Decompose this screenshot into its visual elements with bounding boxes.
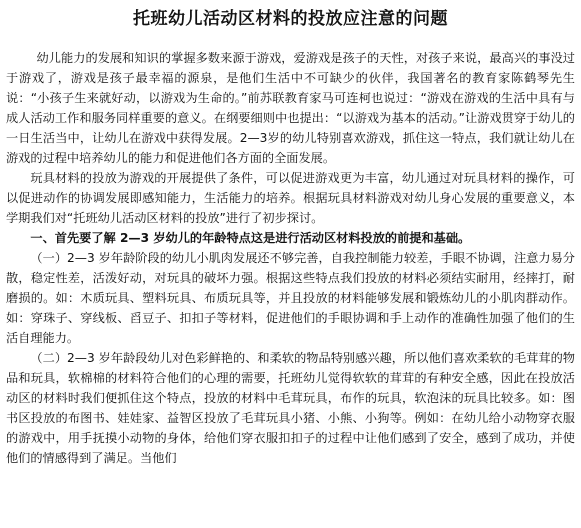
paragraph-point-2: （二）2—3 岁年龄段幼儿对色彩鲜艳的、和柔软的物品特别感兴趣，所以他们喜欢柔软的毛茸茸的物品和玩具，软棉棉的材料符合他们的心理的需要，托班幼儿觉得软软的茸茸的有种安全感，因此在投放活动区的材料时我们便抓住这个特点，投放的材料中毛茸玩具，布作的玩具，软泡沫的玩具比较多。如：图书区投放的布图书、娃娃家、益智区投放了毛茸玩具小猪、小熊、小狗等。例如：在幼儿给小动物穿衣服的游戏中，用手抚摸小动物的身体，给他们穿衣服扣扣子的过程中让他们感到了安全，感到了成功，并使他们的情感得到了满足。当他们 (6, 351, 575, 465)
document-title: 托班幼儿活动区材料的投放应注意的问题 (133, 9, 448, 29)
section-heading-1: 一、首先要了解 2—3 岁幼儿的年龄特点这是进行活动区材料投放的前提和基础。 (30, 231, 471, 245)
paragraph-point-1: （一）2—3 岁年龄阶段的幼儿小肌肉发展还不够完善，自我控制能力较差，手眼不协调，注意力易分散，稳定性差，活泼好动，对玩具的破坏力强。根据这些特点我们投放的材料必须结实耐用，经摔打，耐磨损的。如：木质玩具、塑料玩具、布质玩具等，并且投放的材料能够发展和锻炼幼儿的小肌肉群动作。如：穿珠子、穿线板、舀豆子、扣扣子等材料，促进他们的手眼协调和手上动作的准确性加强了他们的生活自理能力。 (6, 251, 575, 345)
paragraph-toys: 玩具材料的投放为游戏的开展提供了条件，可以促进游戏更为丰富，幼儿通过对玩具材料的操作，可以促进动作的协调发展即感知能力，生活能力的培养。根据玩具材料游戏对幼儿身心发展的重要意义，本学期我们对“托班幼儿活动区材料的投放”进行了初步探讨。 (6, 171, 575, 225)
paragraph-intro: 幼儿能力的发展和知识的掌握多数来源于游戏，爱游戏是孩子的天性，对孩子来说，最高兴的事没过于游戏了，游戏是孩子最幸福的源泉，是他们生活中不可缺少的伙伴，我国著名的教育家陈鹤琴先生说：“小孩子生来就好动，以游戏为生命的。”前苏联教育家马可连柯也说过：“游戏在游戏的生活中具有与成人活动工作和服务同样重要的意义。在纲要细则中也提出：“以游戏为基本的活动。”让游戏贯穿于幼儿的一日生活当中，让幼儿在游戏中获得发展。2—3岁的幼儿特别喜欢游戏，抓住这一特点，我们就让幼儿在游戏的过程中培养幼儿的能力和促进他们各方面的全面发展。 (6, 51, 575, 165)
